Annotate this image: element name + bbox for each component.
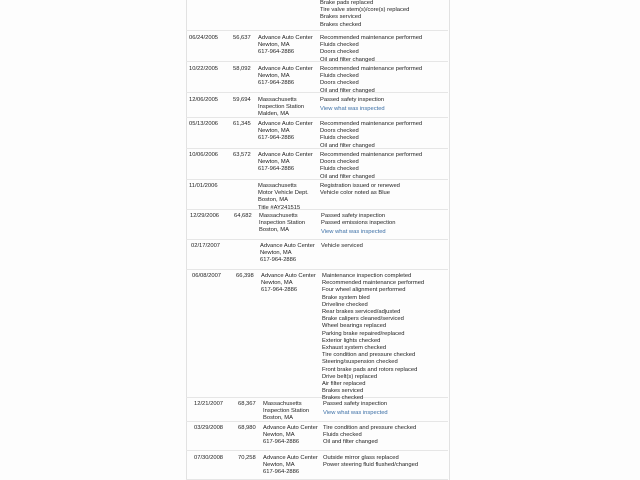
record-comments [321, 213, 395, 237]
comment-line: Oil and filter changed [320, 87, 375, 94]
record-source [263, 425, 318, 447]
service-record [186, 210, 448, 240]
record-mileage: 63,572 [233, 152, 251, 158]
source-line: Massachusetts [259, 213, 298, 219]
comment-line: Brake system bled [322, 294, 370, 301]
record-mileage: 68,367 [238, 401, 256, 407]
source-line: Motor Vehicle Dept. [258, 190, 309, 197]
comment-line: Oil and filter changed [320, 142, 375, 149]
comment-line: Outside mirror glass replaced [323, 455, 399, 461]
source-line: Newton, MA [258, 42, 290, 49]
record-comments [320, 0, 409, 29]
record-date: 02/17/2007 [191, 243, 221, 249]
source-line: Malden, MA [258, 111, 289, 118]
service-record [186, 93, 448, 118]
comment-line: Brake pads replaced [320, 0, 374, 6]
source-line: 617-964-2886 [258, 49, 295, 56]
source-line: Advance Auto Center [260, 243, 315, 249]
source-line: 617-964-2886 [258, 80, 295, 87]
comment-line: Vehicle color noted as Blue [320, 190, 390, 197]
comment-line: Brakes checked [322, 395, 364, 402]
comment-line: Passed safety inspection [320, 97, 385, 103]
record-source [261, 273, 316, 295]
comment-line: Fluids checked [320, 73, 359, 80]
service-record [186, 62, 448, 93]
comment-line: Driveline checked [322, 301, 368, 308]
source-line: 617-964-2886 [263, 469, 300, 476]
record-source [258, 152, 313, 174]
view-inspection-link[interactable]: View what was inspected [323, 410, 388, 417]
source-line: Title #AY241515 [258, 204, 301, 211]
comment-line: Passed safety inspection [323, 401, 388, 407]
comment-line: Recommended maintenance performed [322, 280, 425, 287]
view-inspection-link[interactable]: View what was inspected [321, 229, 386, 236]
comment-line: Exhaust system checked [322, 345, 387, 352]
record-comments [320, 152, 422, 181]
source-line: Inspection Station [258, 104, 305, 111]
record-comments [320, 35, 422, 64]
source-line: 617-964-2886 [260, 257, 297, 264]
record-date: 07/30/2008 [194, 455, 224, 461]
comment-line: Vehicle serviced [321, 243, 363, 249]
record-comments [321, 243, 363, 250]
comment-line: Brakes serviced [320, 14, 362, 21]
comment-line: Recommended maintenance performed [320, 66, 423, 72]
comment-line: Air filter replaced [322, 381, 366, 388]
source-line: Newton, MA [263, 462, 295, 469]
comment-line: Oil and filter changed [323, 439, 378, 446]
record-date: 12/21/2007 [194, 401, 224, 407]
comment-line: Doors checked [320, 80, 359, 87]
source-line: Newton, MA [260, 250, 292, 257]
record-mileage: 66,398 [236, 273, 254, 279]
comment-line: Tire condition and pressure checked [322, 352, 416, 359]
comment-line: Passed emissions inspection [321, 220, 396, 227]
record-mileage: 64,682 [234, 213, 252, 219]
service-record [186, 180, 448, 210]
source-line: Advance Auto Center [263, 455, 318, 461]
comment-line: Brakes checked [320, 21, 362, 28]
comment-line: Power steering fluid flushed/changed [323, 462, 419, 469]
record-source [258, 183, 309, 212]
record-date: 10/06/2006 [189, 152, 219, 158]
record-date: 12/29/2006 [190, 213, 220, 219]
record-date: 03/29/2008 [194, 425, 224, 431]
source-line: 617-964-2886 [263, 439, 300, 446]
service-record [186, 398, 448, 422]
service-record [186, 118, 448, 149]
record-mileage: 59,694 [233, 97, 251, 103]
record-source [263, 455, 318, 477]
comment-line: Oil and filter changed [320, 56, 375, 63]
comment-line: Rear brakes serviced/adjusted [322, 309, 401, 316]
source-line: Newton, MA [261, 280, 293, 287]
record-comments [320, 66, 422, 95]
comment-line: Parking brake repaired/replaced [322, 330, 405, 337]
source-line: Newton, MA [258, 73, 290, 80]
comment-line: Front brake pads and rotors replaced [322, 366, 418, 373]
comment-line: Drive belt(s) replaced [322, 373, 378, 380]
source-line: Newton, MA [258, 128, 290, 135]
source-line: Advance Auto Center [258, 152, 313, 158]
source-line: Massachusetts [258, 97, 297, 103]
comment-line: Doors checked [320, 49, 359, 56]
source-line: 617-964-2886 [261, 287, 298, 294]
comment-line: Recommended maintenance performed [320, 35, 423, 41]
comment-line: Doors checked [320, 128, 359, 135]
source-line: Boston, MA [263, 415, 293, 422]
service-record [186, 270, 448, 402]
comment-line: Maintenance inspection completed [322, 273, 412, 279]
record-comments [323, 425, 416, 447]
source-line: Newton, MA [258, 159, 290, 166]
record-mileage: 70,258 [238, 455, 256, 461]
record-mileage: 61,345 [233, 121, 251, 127]
record-date: 06/08/2007 [192, 273, 222, 279]
record-mileage: 58,092 [233, 66, 251, 72]
record-date: 10/22/2005 [189, 66, 219, 72]
record-mileage: 56,637 [233, 35, 251, 41]
source-line: Boston, MA [259, 227, 289, 234]
source-line: Advance Auto Center [263, 425, 318, 431]
source-line: Inspection Station [259, 220, 306, 227]
service-record [186, 0, 448, 31]
record-source [259, 213, 305, 235]
record-comments [320, 183, 400, 197]
comment-line: Exterior lights checked [322, 337, 381, 344]
record-comments [320, 97, 385, 113]
service-record [186, 422, 448, 451]
source-line: Massachusetts [258, 183, 297, 189]
service-record [186, 31, 448, 62]
comment-line: Oil and filter changed [320, 173, 375, 180]
source-line: 617-964-2886 [258, 135, 295, 142]
record-comments [322, 273, 424, 403]
comment-line: Tire condition and pressure checked [323, 425, 417, 431]
service-record [186, 149, 448, 180]
comment-line: Recommended maintenance performed [320, 152, 423, 158]
record-source [258, 121, 313, 143]
view-inspection-link[interactable]: View what was inspected [320, 106, 385, 113]
source-line: Newton, MA [263, 432, 295, 439]
record-date: 11/01/2006 [189, 183, 218, 189]
source-line: Advance Auto Center [258, 35, 313, 41]
record-source [263, 401, 309, 423]
source-line: 617-964-2886 [258, 166, 295, 173]
record-source [258, 97, 304, 119]
comment-line: Passed safety inspection [321, 213, 386, 219]
comment-line: Brakes serviced [322, 388, 364, 395]
comment-line: Tire valve stem(s)/core(s) replaced [320, 7, 410, 14]
service-record [186, 240, 448, 270]
source-line: Inspection Station [263, 408, 310, 415]
record-mileage: 68,980 [238, 425, 256, 431]
comment-line: Fluids checked [323, 432, 362, 439]
record-date: 12/06/2005 [189, 97, 219, 103]
comment-line: Wheel bearings replaced [322, 323, 387, 330]
comment-line: Fluids checked [320, 135, 359, 142]
record-date: 05/13/2006 [189, 121, 219, 127]
comment-line: Four wheel alignment performed [322, 287, 406, 294]
source-line: Boston, MA [258, 197, 288, 204]
record-date: 06/24/2005 [189, 35, 219, 41]
comment-line: Recommended maintenance performed [320, 121, 423, 127]
record-source [260, 243, 315, 265]
record-source [258, 66, 313, 88]
record-source [258, 35, 313, 57]
comment-line: Doors checked [320, 159, 359, 166]
source-line: Massachusetts [263, 401, 302, 407]
comment-line: Fluids checked [320, 42, 359, 49]
comment-line: Brake calipers cleaned/serviced [322, 316, 404, 323]
comment-line: Registration issued or renewed [320, 183, 400, 189]
source-line: Advance Auto Center [258, 121, 313, 127]
source-line: Advance Auto Center [261, 273, 316, 279]
record-comments [320, 121, 422, 150]
record-comments [323, 455, 418, 469]
record-comments [323, 401, 388, 417]
comment-line: Fluids checked [320, 166, 359, 173]
comment-line: Steering/suspension checked [322, 359, 398, 366]
service-record [186, 451, 448, 480]
source-line: Advance Auto Center [258, 66, 313, 72]
